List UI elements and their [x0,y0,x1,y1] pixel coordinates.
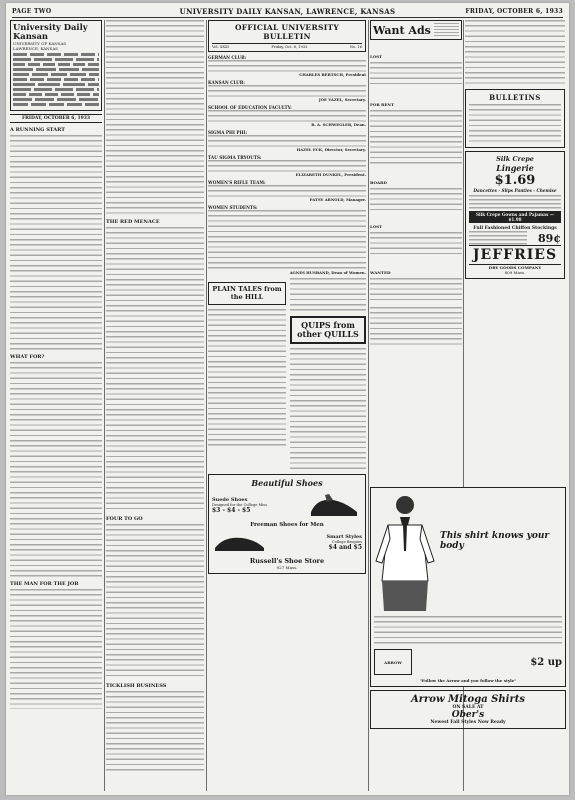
official-bulletin [208,20,366,52]
notice-body [208,210,366,270]
bulletin-meta: Vol. XXXI Friday, Oct. 6, 1933 No. 16 [212,45,362,49]
masthead-subtitle: UNIVERSITY OF KANSAS [13,41,67,46]
want-ad-item [370,213,462,256]
lingerie-advertisement: Silk Crepe Lingerie $1.69 Dancettes - Slips Panties - Chemise Silk Crepe Gowns and Pajamas — $1.98 Full Fashioned Chiffon Stockings 89¢ JEFFRIES DRY GOODS COMPANY 809 Mass. [465,151,565,279]
want-ads-header [370,20,462,40]
shoe-advertisement: Beautiful Shoes Suede Shoes Designed for the College Miss $3 - $4 - $5 Freeman Shoes for Men Smart Styles College Brogues $4 and $5 Russell's Shoe Store 927 Mass. [208,474,366,574]
bulletin-notice [208,80,366,102]
editorial-body [106,227,204,512]
editorial-body [106,691,204,771]
want-ad-label: LOST [370,54,383,59]
notice-signature: HAZEL ECK, Director, Secretary. [296,147,366,152]
bulletin-notice [208,205,366,275]
quips-section [290,278,366,470]
want-ad-item [370,43,462,88]
notice-body [208,85,366,97]
masthead [10,20,102,111]
issue-date: FRIDAY, OCTOBER 6, 1933 [465,8,563,15]
notice-signature: JOE VAZEL, Secretary. [318,97,366,102]
shoe-ad-title: Beautiful Shoes [251,478,323,488]
editorial-heading: WHAT FOR? [10,354,45,360]
notice-heading: KANSAN CLUB: [208,80,245,85]
editorial-body [10,362,102,577]
column-rule [368,20,369,791]
notice-signature: ELIZABETH DUNKEL, President. [295,172,366,177]
editorial-heading: THE MAN FOR THE JOB [10,581,79,587]
silk-line1: Silk Crepe [496,155,534,163]
arrow-slogan: "Follow the Arrow and you follow the style" [419,678,517,683]
newspaper-page [6,3,569,795]
notice-body [208,60,366,72]
want-ads-list [370,43,462,304]
notice-heading: TAU SIGMA TRYOUTS: [208,155,262,160]
silk-line2: Lingerie [496,163,534,173]
notice-heading: GERMAN CLUB: [208,55,247,60]
bulletin-notices [208,55,366,275]
store-name: JEFFRIES [469,245,561,265]
notice-heading: SCHOOL OF EDUCATION FACULTY: [208,105,292,110]
masthead-city: LAWRENCE, KANSAS [13,46,59,51]
want-ad-item [370,91,462,166]
bulletin-title: OFFICIAL UNIVERSITY BULLETIN [234,23,340,41]
notice-body [208,185,366,197]
editorial-column-2 [106,20,204,791]
editorial-heading: FOUR TO GO [106,516,143,522]
editorial-body [10,589,102,709]
shoe-illustration-icon [307,490,362,520]
column-rule [206,20,207,791]
paper-title: UNIVERSITY DAILY KANSAN, LAWRENCE, KANSAS [179,7,396,16]
notice-signature: AGNES HUSBAND, Dean of Women. [289,270,366,275]
bulletin-column [208,20,366,791]
mitoga-ad: Arrow Mitoga Shirts ON SALE AT Ober's Newest Fall Styles Now Ready [370,690,566,729]
arrow-shirt-advertisement [370,487,566,729]
notice-body [208,110,366,122]
page-number: PAGE TWO [12,8,52,15]
mitoga-title: Arrow Mitoga Shirts [411,694,525,705]
notice-signature: CHARLES BERTSCH, President [299,72,366,77]
dealer-name: Ober's [451,710,485,720]
quips-title: QUIPS from other QUILLS [290,316,366,344]
notice-body [208,135,366,147]
notice-heading: SIGMA PHI PHI: [208,130,248,135]
mens-shoe-icon [212,530,267,554]
editorial-body [106,20,204,215]
editorial-date: FRIDAY, OCTOBER 6, 1933 [10,114,102,123]
want-ad-label: LOST [370,224,383,229]
bulletin-notice [208,55,366,77]
silk-price: $1.69 [494,173,536,188]
notice-signature: R. A. SCHWEGLER, Dean. [311,122,366,127]
column-rule [104,20,105,791]
editorial-column-1 [10,20,102,791]
masthead-title: University Daily Kansan [13,22,88,41]
notice-heading: WOMEN'S RIFLE TEAM: [208,180,266,185]
notice-signature: PATSY ARNOLD, Manager. [309,197,366,202]
bulletins-title: BULLETINS [489,93,541,102]
notice-body [208,160,366,172]
want-ad-item [370,259,462,304]
bulletin-notice [208,130,366,152]
want-ad-item [370,169,462,210]
bulletin-notice [208,105,366,127]
notice-heading: WOMEN STUDENTS: [208,205,258,210]
editorial-heading: THE RED MENACE [106,219,160,225]
editorial-heading: TICKLISH BUSINESS [106,683,167,689]
shirt-ad-title: This shirt knows your body [440,531,550,551]
shirt-price: $2 up [530,656,562,668]
editorial-body [106,524,204,679]
staff-list [13,53,99,106]
plain-tales-section [208,278,286,470]
want-ad-label: BOARD [370,180,387,185]
plain-tales-title: PLAIN TALES from the HILL [208,282,286,305]
want-ad-label: FOR RENT [370,102,395,107]
bulletin-notice [208,155,366,177]
arrow-label-box: ARROW [374,649,412,675]
want-ad-label: WANTED [370,270,391,275]
bulletins-box [465,89,565,148]
page-header [12,7,563,18]
bulletin-notice [208,180,366,202]
editorial-heading: A RUNNING START [10,127,65,133]
man-in-shirt-illustration-icon [374,491,436,613]
editorial-body [10,135,102,350]
want-ads-title: Want Ads [373,23,431,37]
